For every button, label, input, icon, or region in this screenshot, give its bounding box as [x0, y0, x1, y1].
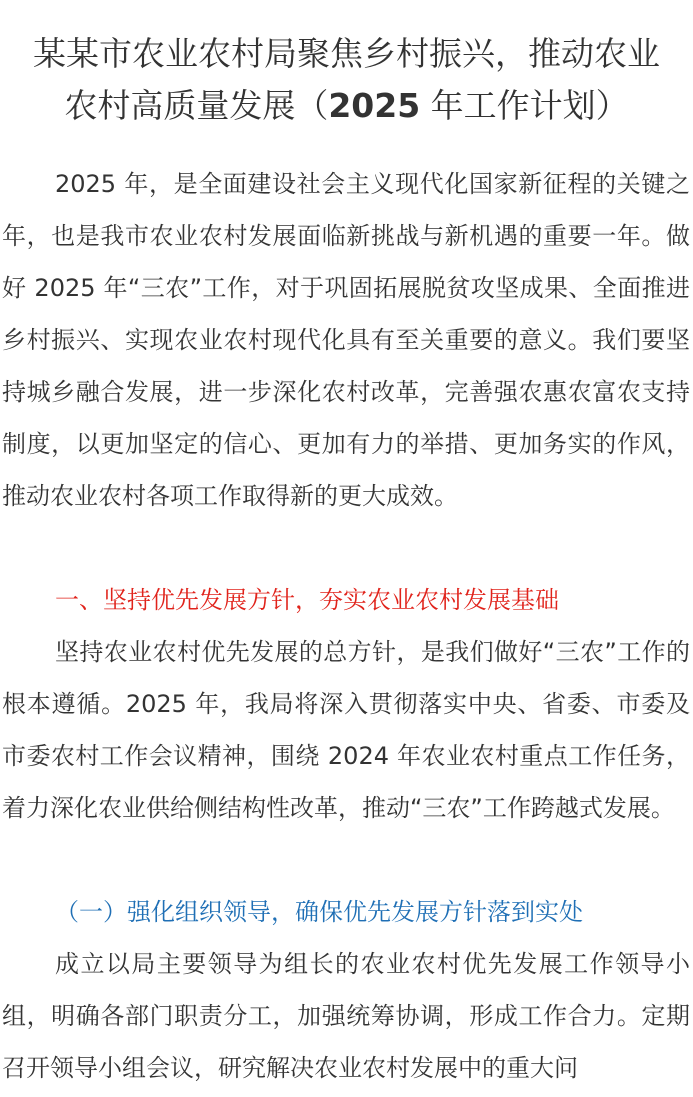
subsection-1-heading: （一）强化组织领导，确保优先发展方针落到实处 — [55, 898, 583, 926]
section-1-paragraph: 坚持农业农村优先发展的总方针，是我们做好“三农”工作的根本遵循。2025 年，我局将深入贯彻落实中央、省委、市委及市委农村工作会议精神，围绕 2024 年农业农村重点工作任务，着力深化农业供给侧结构性改革，推动“三农”工作跨越式发展。 — [2, 638, 690, 822]
section-1-heading: 一、坚持优先发展方针，夯实农业农村发展基础 — [55, 586, 559, 614]
title-line-2-post: 年工作计划） — [420, 86, 629, 125]
title-line-1: 某某市农业农村局聚焦乡村振兴，推动农业 — [33, 34, 660, 73]
title-year: 2025 — [328, 86, 421, 125]
subsection-1-paragraph: 成立以局主要领导为组长的农业农村优先发展工作领导小组，明确各部门职责分工，加强统筹协调，形成工作合力。定期召开领导小组会议，研究解决农业农村发展中的重大问 — [2, 950, 690, 1082]
document-title — [0, 28, 693, 132]
title-line-2-pre: 农村高质量发展（ — [64, 86, 329, 125]
intro-paragraph: 2025 年，是全面建设社会主义现代化国家新征程的关键之年，也是我市农业农村发展面临新挑战与新机遇的重要一年。做好 2025 年“三农”工作，对于巩固拓展脱贫攻坚成果、全面推进乡村振兴、实现农业农村现代化具有至关重要的意义。我们要坚持城乡融合发展，进一步深化农村改革，完善强农惠农富农支持制度，以更加坚定的信心、更加有力的举措、更加务实的作风，推动农业农村各项工作取得新的更大成效。 — [2, 170, 690, 510]
title-line-2 — [0, 80, 693, 132]
